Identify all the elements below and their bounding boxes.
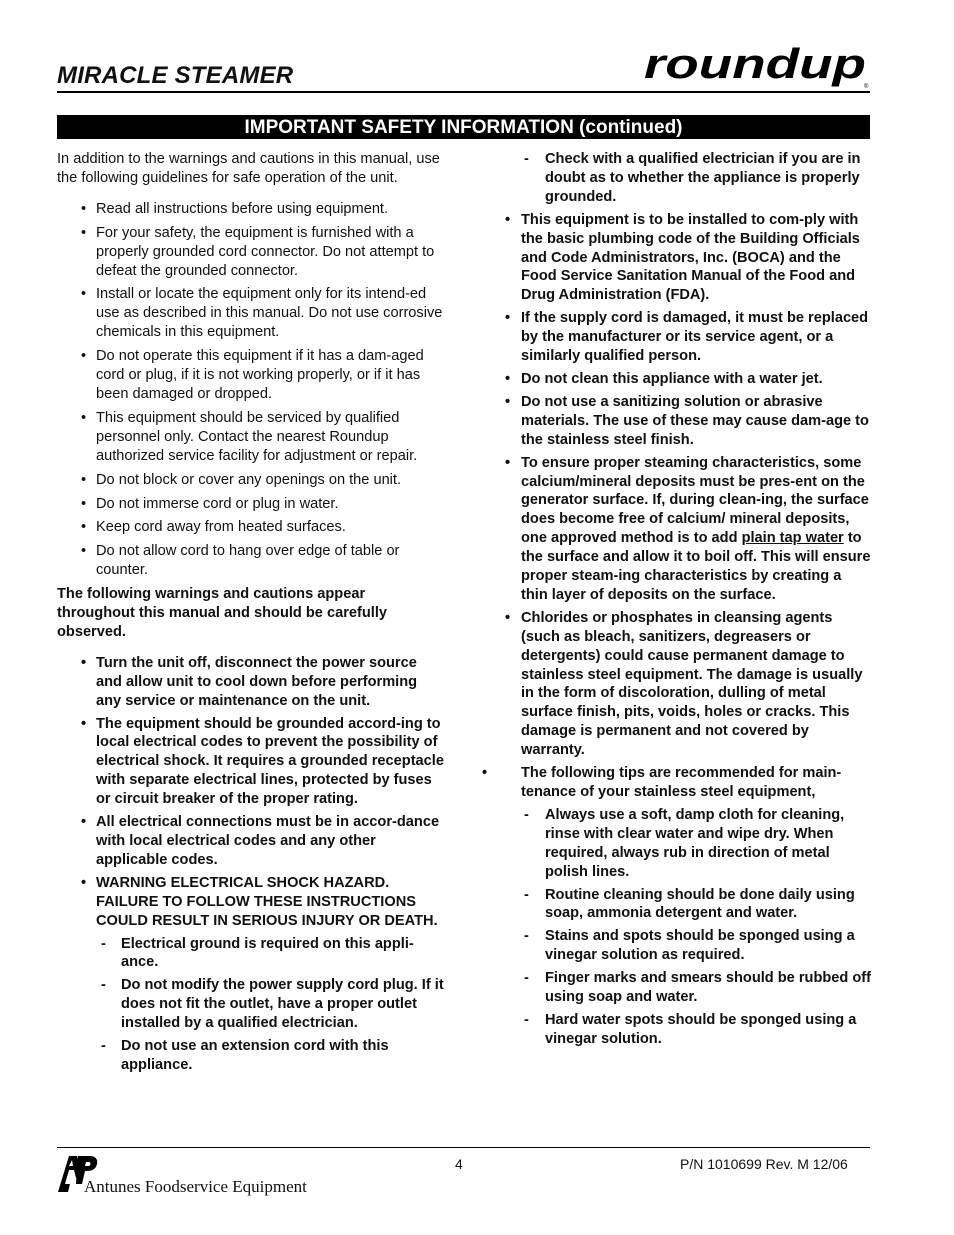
warning-item: • WARNING ELECTRICAL SHOCK HAZARD. FAILURE TO FOLLOW THESE INSTRUCTIONS COULD RESULT IN SERIOUS INJURY OR DEATH. [57, 874, 445, 931]
warnings-notice: The following warnings and cautions appear throughout this manual and should be carefully observed. [57, 586, 387, 640]
guideline-item: • Do not operate this equipment if it has a dam-aged cord or plug, if it is not working properly, or if it has been damaged or dropped. [57, 347, 445, 404]
section-banner: IMPORTANT SAFETY INFORMATION (continued) [57, 115, 870, 139]
sub-warning-item: - Do not use an extension cord with this appliance. [57, 1037, 445, 1075]
sub-warning-item: - Electrical ground is required on this appli-ance. [57, 935, 445, 973]
guideline-item: • Read all instructions before using equipment. [57, 200, 445, 219]
intro-paragraph: In addition to the warnings and cautions in this manual, use the following guidelines for safe operation of the unit. [57, 151, 440, 186]
page-title: MIRACLE STEAMER [57, 62, 294, 89]
tip-item: - Hard water spots should be sponged using a vinegar solution. [482, 1011, 872, 1049]
roundup-logo [642, 40, 872, 90]
tips-list [482, 806, 872, 1049]
guideline-item: • Install or locate the equipment only for its intend-ed use as described in this manual. Do not use corrosive chemicals in this equipment. [57, 285, 445, 342]
svg-text:roundup: roundup [644, 40, 866, 87]
tips-intro-item: • The following tips are recommended for main-tenance of your stainless steel equipment, [482, 764, 872, 802]
warning-item: • All electrical connections must be in accor-dance with local electrical codes and any other applicable codes. [57, 813, 445, 870]
warning-item: • The equipment should be grounded accord-ing to local electrical codes to prevent the possibility of electrical shock. It requires a grounded receptacle with separate electrical lines, protected by fuses or circuit breaker of the proper rating. [57, 715, 445, 810]
sub-warning-item: - Do not modify the power supply cord plug. If it does not fit the outlet, have a proper outlet installed by a qualified electrician. [57, 976, 445, 1033]
guideline-item: • For your safety, the equipment is furnished with a properly grounded cord connector. Do not attempt to defeat the grounded connector. [57, 224, 445, 281]
warning-item: • Do not use a sanitizing solution or abrasive materials. The use of these may cause dam-age to the stainless steel finish. [482, 393, 872, 450]
warning-item: • Turn the unit off, disconnect the power source and allow unit to cool down before performing any service or maintenance on the unit. [57, 654, 445, 711]
company-name: Antunes Foodservice Equipment [84, 1177, 307, 1196]
guideline-item: • Do not allow cord to hang over edge of table or counter. [57, 542, 445, 580]
right-column [482, 150, 872, 1053]
steaming-item [482, 454, 872, 605]
sub-warnings-cont [482, 150, 872, 207]
warning-item: • If the supply cord is damaged, it must be replaced by the manufacturer or its service agent, or a similarly qualified person. [482, 309, 872, 366]
warning-item: • This equipment is to be installed to com-ply with the basic plumbing code of the Building Officials and Code Administrators, Inc. (BOCA) and the Food Service Sanitation Manual of the Food and Drug Administration (FDA). [482, 211, 872, 306]
guideline-item: • Do not immerse cord or plug in water. [57, 495, 445, 514]
footer-rule [57, 1147, 870, 1148]
plain-tap-water-underlined: plain tap water [741, 530, 844, 547]
steaming-text-pre: To ensure proper steaming characteristics, some calcium/mineral deposits must be pres-ent on the generator surface. If, during clean-ing, the surface does become free of calcium/ mineral deposits, one approved method is to add [521, 454, 869, 547]
left-column [57, 150, 445, 1079]
header-rule [57, 91, 870, 93]
sub-warnings-list [57, 935, 445, 1075]
warning-item: • Do not clean this appliance with a water jet. [482, 370, 872, 389]
sub-warning-item: - Check with a qualified electrician if you are in doubt as to whether the appliance is properly grounded. [482, 150, 872, 207]
tip-item: - Finger marks and smears should be rubbed off using soap and water. [482, 969, 872, 1007]
guideline-item: • This equipment should be serviced by qualified personnel only. Contact the nearest Roundup authorized service facility for adjustment or repair. [57, 409, 445, 466]
guideline-item: • Do not block or cover any openings on the unit. [57, 471, 445, 490]
chlorides-item: • Chlorides or phosphates in cleansing agents (such as bleach, sanitizers, degreasers or detergents) could cause permanent damage to stainless steel equipment. The damage is usually in the form of discoloration, dulling of metal surface finish, pits, voids, holes or cracks. This damage is permanent and not covered by warranty. [482, 609, 872, 760]
warnings-list [57, 654, 445, 931]
guideline-item: • Keep cord away from heated surfaces. [57, 518, 445, 537]
page-number: 4 [455, 1156, 463, 1172]
right-bullets [482, 211, 872, 802]
guidelines-list [57, 200, 445, 580]
steaming-text-post: to the surface and allow it to boil off. This will ensure proper steam-ing characteristics by creating a thin layer of deposits on the surface. [521, 530, 871, 603]
part-number: P/N 1010699 Rev. M 12/06 [680, 1156, 848, 1172]
tip-item: - Stains and spots should be sponged using a vinegar solution as required. [482, 927, 872, 965]
svg-text:®: ® [864, 84, 869, 90]
tip-item: - Always use a soft, damp cloth for cleaning, rinse with clear water and wipe dry. When required, always rub in direction of metal polish lines. [482, 806, 872, 882]
tip-item: - Routine cleaning should be done daily using soap, ammonia detergent and water. [482, 886, 872, 924]
